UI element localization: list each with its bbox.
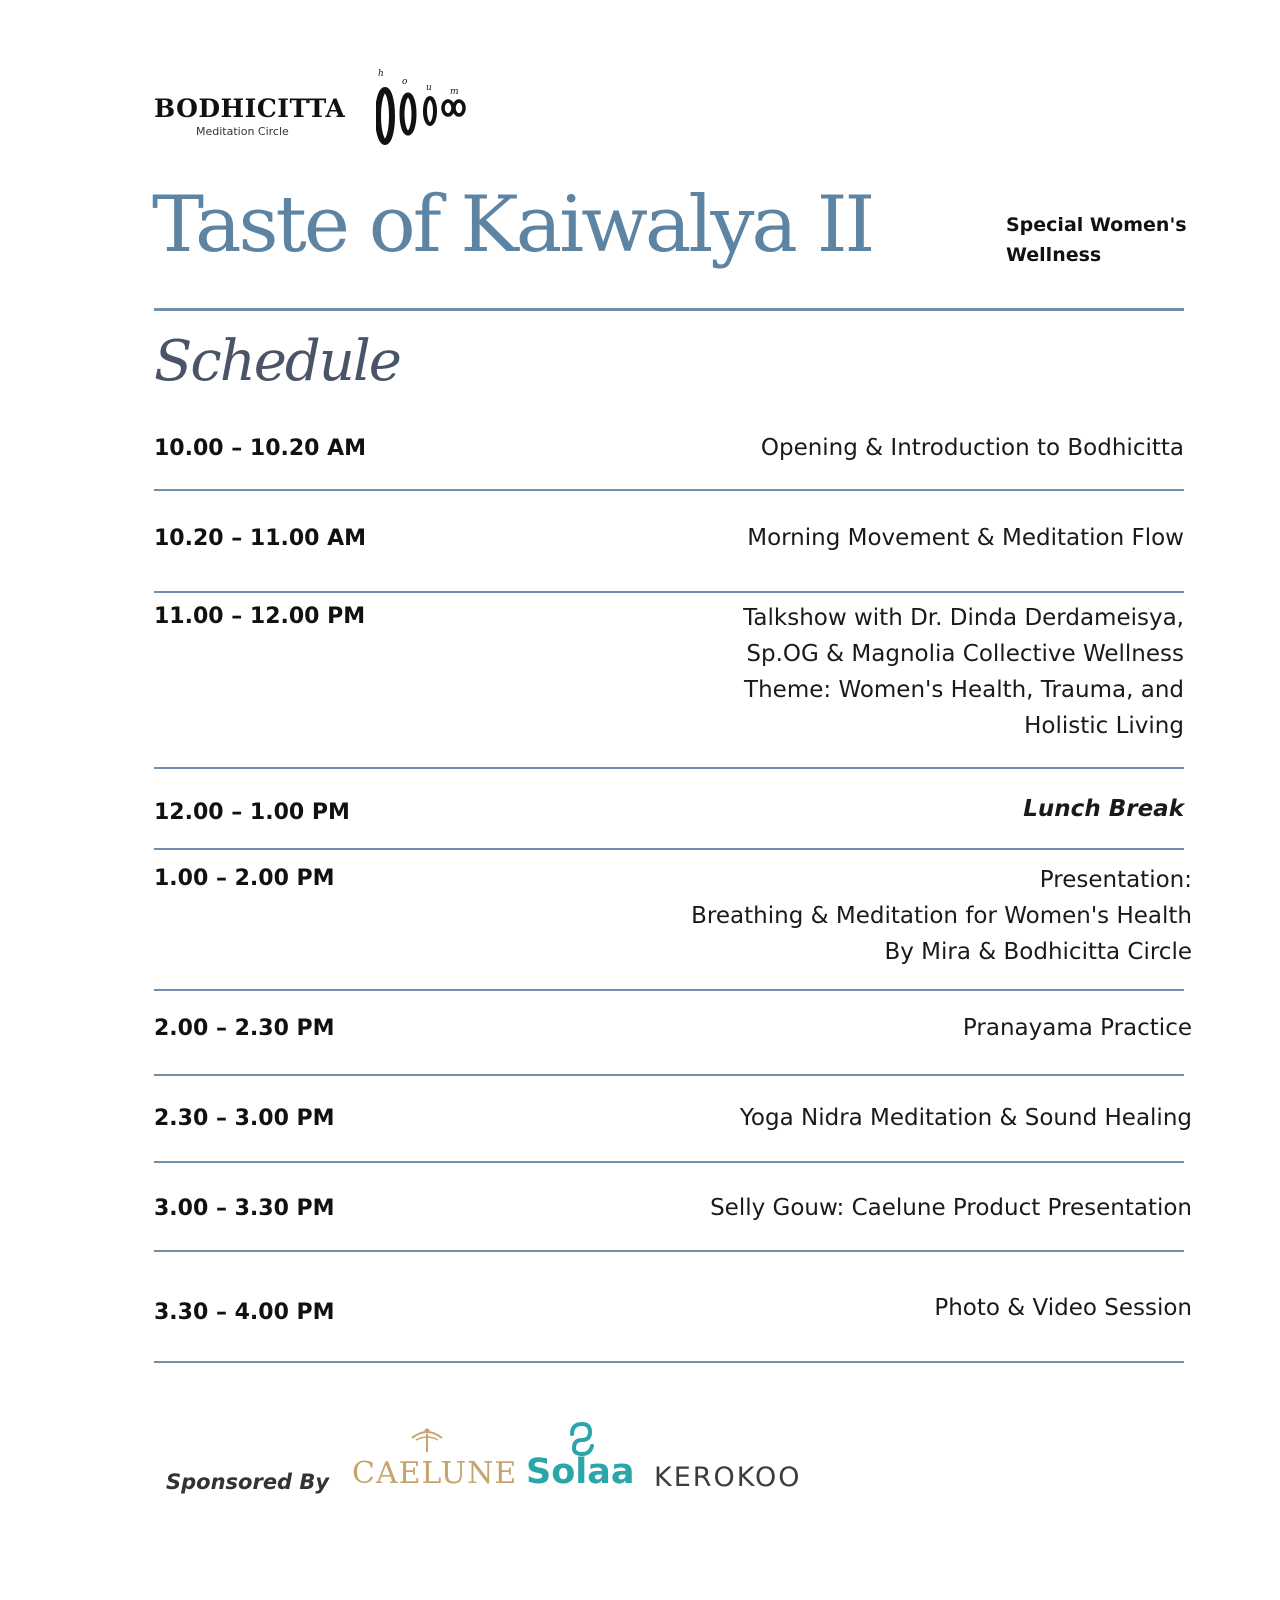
activity-line: Pranayama Practice: [962, 1015, 1192, 1041]
svg-text:u: u: [426, 83, 432, 93]
sponsor-solaa-logo: Solaa: [526, 1452, 635, 1492]
schedule-activity-8: [710, 1190, 1192, 1226]
activity-line: Breathing & Meditation for Women's Health: [691, 903, 1192, 929]
activity-line: Sp.OG & Magnolia Collective Wellness: [746, 641, 1184, 667]
schedule-time-6: 2.00 – 2.30 PM: [154, 1016, 335, 1041]
bodhicitta-logo-subtitle: Meditation Circle: [196, 125, 289, 138]
schedule-activity-1: [761, 430, 1184, 466]
schedule-activity-6: [963, 1010, 1192, 1046]
activity-line: Holistic Living: [1024, 713, 1184, 739]
schedule-divider: [154, 1161, 1184, 1163]
schedule-time-7: 2.30 – 3.00 PM: [154, 1106, 335, 1131]
schedule-activity-7: [740, 1100, 1192, 1136]
activity-line: By Mira & Bodhicitta Circle: [884, 939, 1192, 965]
title-divider: [154, 308, 1184, 311]
bodhicitta-logo-text: BODHICITTA: [154, 94, 346, 123]
schedule-time-9: 3.30 – 4.00 PM: [154, 1300, 335, 1325]
schedule-divider: [154, 767, 1184, 769]
event-subtitle: Special Women's Wellness: [1006, 214, 1187, 266]
svg-text:o: o: [402, 77, 408, 87]
schedule-time-3: 11.00 – 12.00 PM: [154, 604, 366, 629]
schedule-activity-3: [743, 600, 1184, 744]
page-title: Taste of Kaiwalya II: [152, 180, 873, 270]
schedule-divider: [154, 489, 1184, 491]
sponsor-kerokoo-logo: KEROKOO: [654, 1462, 802, 1493]
schedule-activity-9: [934, 1290, 1192, 1326]
schedule-divider: [154, 848, 1184, 850]
lunch-break-label: Lunch Break: [1023, 796, 1184, 822]
schedule-time-4: 12.00 – 1.00 PM: [154, 800, 350, 825]
svg-text:m: m: [450, 87, 459, 97]
schedule-divider: [154, 989, 1184, 991]
schedule-divider: [154, 1361, 1184, 1363]
schedule-time-5: 1.00 – 2.00 PM: [154, 866, 335, 891]
activity-line: Yoga Nidra Meditation & Sound Healing: [739, 1105, 1192, 1131]
activity-line: Photo & Video Session: [934, 1295, 1192, 1321]
schedule-activity-4: [1023, 791, 1184, 827]
activity-line: Morning Movement & Meditation Flow: [747, 525, 1184, 551]
schedule-divider: [154, 1074, 1184, 1076]
activity-line: Presentation:: [1039, 867, 1192, 893]
schedule-activity-5: [691, 862, 1192, 970]
schedule-time-2: 10.20 – 11.00 AM: [154, 526, 367, 551]
schedule-activity-2: [747, 520, 1184, 556]
houm-logo-icon: [376, 66, 476, 148]
sponsor-caelune-logo: CAELUNE: [352, 1456, 518, 1491]
schedule-time-1: 10.00 – 10.20 AM: [154, 436, 367, 461]
schedule-heading: Schedule: [154, 329, 400, 394]
schedule-divider: [154, 591, 1184, 593]
activity-line: Theme: Women's Health, Trauma, and: [744, 677, 1184, 703]
sponsored-by-label: Sponsored By: [166, 1470, 330, 1494]
schedule-time-8: 3.00 – 3.30 PM: [154, 1196, 335, 1221]
svg-text:h: h: [378, 69, 384, 79]
activity-line: Talkshow with Dr. Dinda Derdameisya,: [743, 605, 1184, 631]
activity-line: Selly Gouw: Caelune Product Presentation: [710, 1195, 1192, 1221]
activity-line: Opening & Introduction to Bodhicitta: [760, 435, 1184, 461]
schedule-divider: [154, 1250, 1184, 1252]
